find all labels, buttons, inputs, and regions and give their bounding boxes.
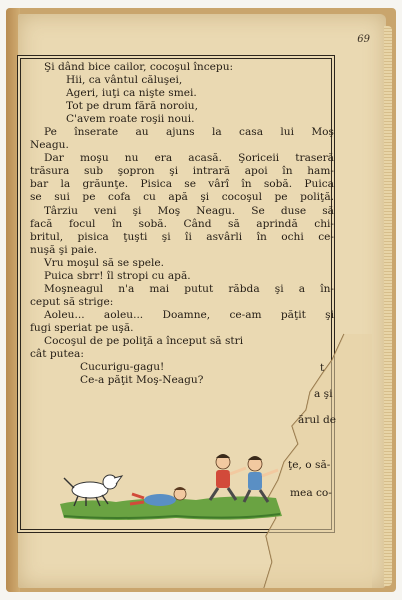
text-line: Moşneagul n'a mai putut răbda şi a în- bbox=[44, 282, 334, 295]
illustration-children-dog bbox=[56, 442, 292, 524]
text-line: Puica sbrr! îl stropi cu apă. bbox=[44, 269, 191, 282]
text-line: britul, pisica ţuşti şi îi asvârli în ochi ce- bbox=[30, 230, 334, 243]
text-line: bar la grăunţe. Pisica se vârî în sobă. Puica bbox=[30, 178, 334, 191]
text-line: Pe înserate au ajuns la casa lui Moş bbox=[44, 126, 334, 139]
text-line: Dar moşu nu era acasă. Şoriceii traseră bbox=[44, 152, 334, 165]
page-edges bbox=[384, 26, 392, 586]
text-line: Cocoşul de pe poliţă a început să stri bbox=[44, 334, 244, 347]
text-line: ceput să strige: bbox=[30, 295, 114, 308]
text-line: cât putea: bbox=[30, 348, 84, 361]
text-line: Vru moşul să se spele. bbox=[44, 256, 165, 269]
text-line: Hii, ca vântul căluşei, bbox=[66, 74, 183, 87]
text-line: Neagu. bbox=[30, 139, 69, 152]
text-line: Cucurigu-gagu! bbox=[80, 361, 165, 374]
text-line: facă focul în sobă. Când să aprindă chi- bbox=[30, 217, 334, 230]
torn-fragment: mea co- bbox=[290, 487, 332, 499]
page-number: 69 bbox=[357, 34, 370, 45]
text-line: Târziu veni şi Moş Neagu. Se duse să bbox=[44, 204, 334, 217]
torn-fragment: a şi bbox=[314, 388, 333, 400]
struggling-child-figure bbox=[244, 456, 278, 502]
text-line: Şi dând bice cailor, cocoşul începu: bbox=[44, 61, 234, 73]
torn-fragment: t bbox=[320, 362, 325, 374]
text-line: trăsura sub şopron şi intrară apoi în ham- bbox=[30, 165, 334, 178]
text-line: Ce-a păţit Moş-Neagu? bbox=[80, 374, 204, 387]
text-line: Ageri, iuţi ca nişte smei. bbox=[66, 87, 197, 100]
torn-fragment: ţe, o să- bbox=[288, 459, 331, 471]
torn-fragment: ărul de bbox=[298, 414, 337, 426]
running-child-figure bbox=[210, 454, 246, 500]
text-line: se sui pe cofa cu apă şi cocoşul pe poliţă. bbox=[30, 191, 334, 204]
text-line: nuşă şi paie. bbox=[30, 243, 98, 256]
text-line: C'avem roate roşii noui. bbox=[66, 113, 195, 126]
text-line: fugi speriat pe uşă. bbox=[30, 321, 134, 334]
text-line: Tot pe drum fără noroiu, bbox=[66, 100, 198, 113]
text-line: Aoleu... aoleu... Doamne, ce-am păţit şi bbox=[44, 308, 334, 321]
